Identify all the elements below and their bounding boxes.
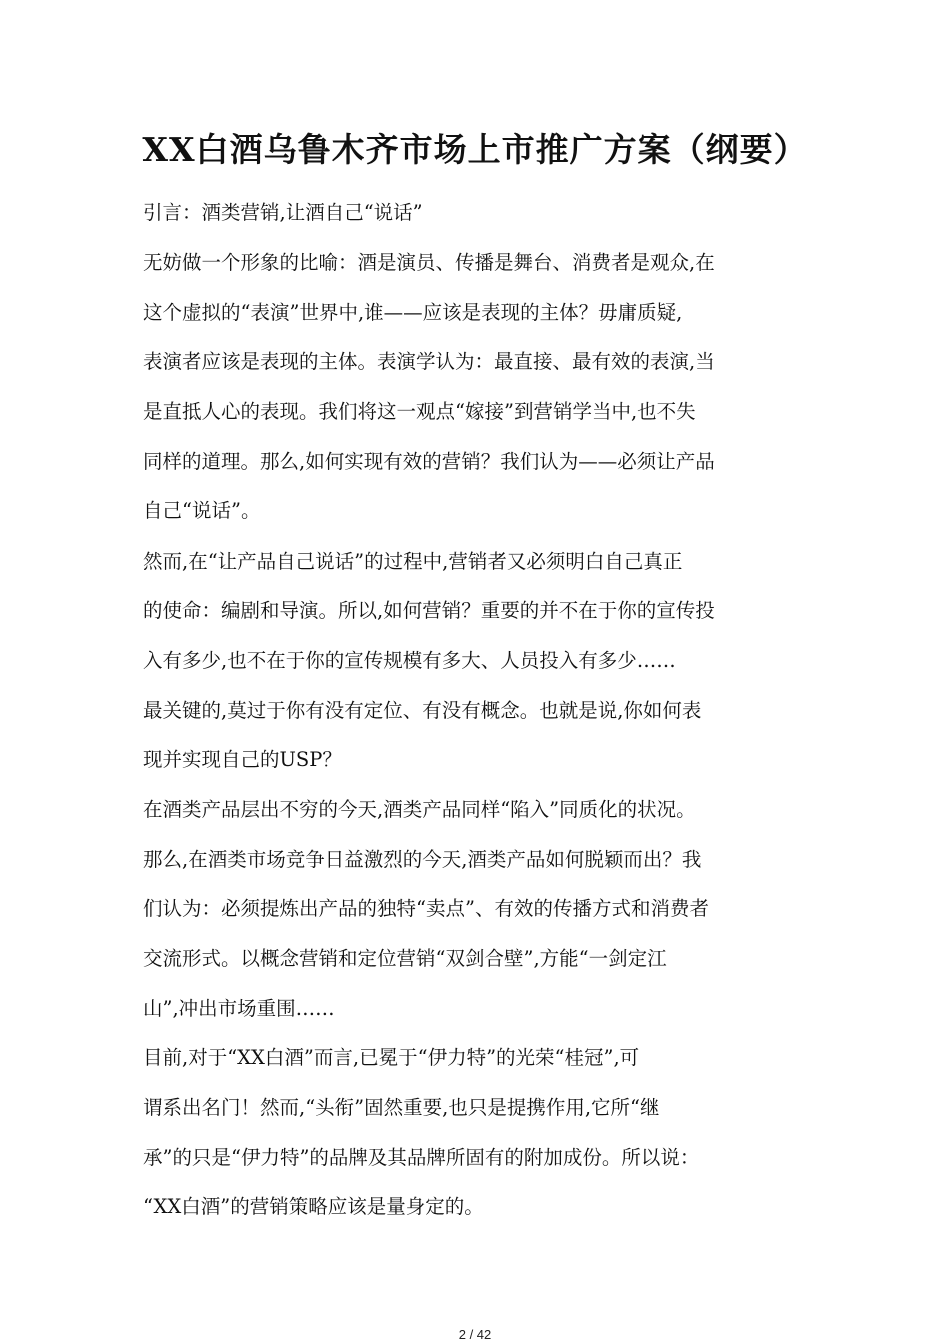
page-number: 2 / 42 <box>458 1327 492 1342</box>
intro-heading: 引言：酒类营销,让酒自己“说话” <box>143 201 423 224</box>
document-title: XX白酒乌鲁木齐市场上市推广方案（纲要） <box>142 130 808 169</box>
text-line: 现并实现自己的USP？ <box>143 748 342 771</box>
text-line: 们认为：必须提炼出产品的独特“卖点”、有效的传播方式和消费者 <box>143 897 709 920</box>
text-line: 这个虚拟的“表演”世界中,谁——应该是表现的主体？毋庸质疑, <box>143 301 683 324</box>
text-line: 然而,在“让产品自己说话”的过程中,营销者又必须明白自己真正 <box>143 550 683 573</box>
text-line: 谓系出名门！然而,“头衔”固然重要,也只是提携作用,它所“继 <box>143 1096 660 1119</box>
text-line: 目前,对于“XX白酒”而言,已冕于“伊力特”的光荣“桂冠”,可 <box>143 1046 640 1069</box>
text-line: 的使命：编剧和导演。所以,如何营销？重要的并不在于你的宣传投 <box>143 599 715 622</box>
text-line: “XX白酒”的营销策略应该是量身定的。 <box>143 1195 484 1218</box>
text-line: 那么,在酒类市场竞争日益激烈的今天,酒类产品如何脱颖而出？我 <box>143 848 702 871</box>
text-line: 交流形式。以概念营销和定位营销“双剑合壁”,方能“一剑定江 <box>143 947 667 970</box>
text-line: 自己“说话”。 <box>143 499 261 522</box>
text-line: 同样的道理。那么,如何实现有效的营销？我们认为——必须让产品 <box>143 450 715 473</box>
text-line: 山”,冲出市场重围…… <box>143 997 335 1020</box>
text-line: 承”的只是“伊力特”的品牌及其品牌所固有的附加成份。所以说： <box>143 1146 700 1169</box>
text-line: 表演者应该是表现的主体。表演学认为：最直接、最有效的表演,当 <box>143 350 715 373</box>
text-line: 入有多少,也不在于你的宣传规模有多大、人员投入有多少…… <box>143 649 676 672</box>
text-line: 无妨做一个形象的比喻：酒是演员、传播是舞台、消费者是观众,在 <box>143 251 715 274</box>
text-line: 最关键的,莫过于你有没有定位、有没有概念。也就是说,你如何表 <box>143 699 702 722</box>
text-line: 在酒类产品层出不穷的今天,酒类产品同样“陷入”同质化的状况。 <box>143 798 696 821</box>
text-line: 是直抵人心的表现。我们将这一观点“嫁接”到营销学当中,也不失 <box>143 400 696 423</box>
